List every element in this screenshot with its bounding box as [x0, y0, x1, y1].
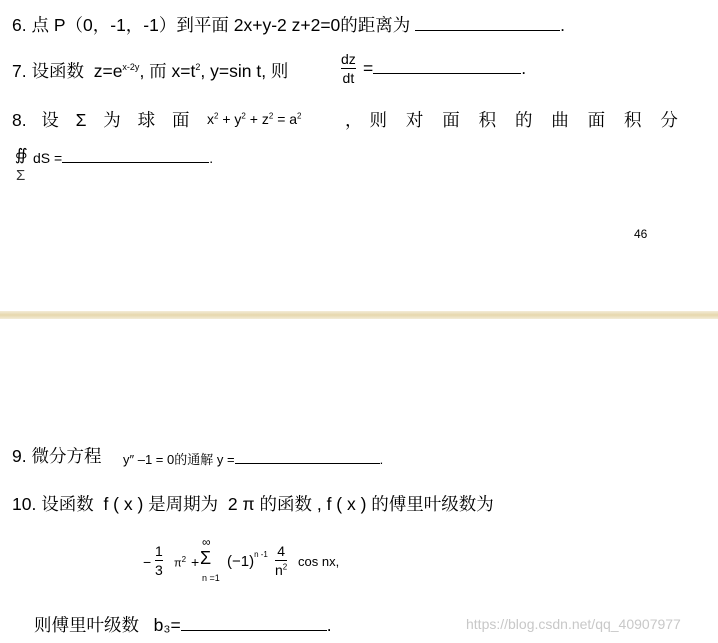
question-10 — [12, 491, 494, 516]
csdn-watermark: https://blog.csdn.net/qq_40907977 — [466, 616, 681, 632]
q8-y: + y — [222, 111, 242, 127]
final-text: 则傅里叶级数 — [34, 615, 139, 635]
q8-x: x — [207, 111, 214, 127]
series-frac2-num: 4 — [277, 543, 286, 559]
q7-answer — [363, 58, 526, 79]
q7-y-eq: , y=sin t — [200, 61, 262, 81]
q8-ds — [33, 150, 213, 166]
q6-text-b: 的距离为 — [340, 15, 411, 35]
sum-top: ∞ — [202, 535, 211, 549]
question-7 — [12, 58, 288, 83]
q8-a-sq: 2 — [297, 111, 302, 121]
series-frac2-den-exp: 2 — [282, 562, 288, 572]
q7-text-b: , 而 — [139, 61, 167, 81]
b3-answer-blank[interactable] — [181, 630, 327, 631]
final-end: . — [326, 615, 332, 635]
q10-fx1: f ( x ) — [103, 494, 144, 514]
series-pi2 — [174, 555, 186, 570]
q10-period: 2 π — [227, 494, 255, 514]
series-minus: − — [143, 554, 152, 570]
q8-end: . — [209, 150, 214, 166]
q6-number: 6. — [12, 15, 27, 35]
q7-frac-num: dz — [341, 51, 356, 67]
q6-end: . — [560, 15, 566, 35]
q7-derivative-fraction — [341, 52, 356, 85]
q10-text-c: 的函数 , — [259, 494, 322, 514]
series-neg1-base: (−1) — [227, 553, 255, 570]
q7-z-exp: x-2y — [122, 62, 140, 73]
q6-text: 点 P（0，-1，-1）到平面 — [31, 15, 229, 35]
q9-text-b: 的通解 — [174, 452, 214, 467]
q8-answer-blank[interactable] — [62, 162, 209, 163]
q9-equation — [123, 449, 383, 468]
series-frac1-num: 1 — [155, 543, 163, 559]
q7-text: 设函数 — [31, 61, 84, 81]
q10-text-b: 是周期为 — [148, 494, 219, 514]
surface-integral-icon — [15, 148, 28, 164]
q8-sigma: Σ — [16, 167, 26, 184]
q8-x-sq: 2 — [214, 111, 219, 121]
question-8 — [12, 107, 195, 132]
sum-symbol: Σ — [200, 548, 212, 568]
q7-frac-den: dt — [342, 70, 355, 86]
page-number: 46 — [634, 227, 648, 241]
q8-a: = a — [277, 111, 298, 127]
q10-text-a: 设函数 — [41, 494, 94, 514]
q7-text-c: , 则 — [261, 61, 289, 81]
series-pi-exp: 2 — [181, 555, 187, 564]
q9-answer-blank[interactable] — [235, 463, 380, 464]
q9-end: . — [379, 452, 384, 467]
series-pi: π — [174, 557, 182, 570]
q7-x-exp: 2 — [195, 62, 201, 73]
q7-z-eq: z=e — [93, 61, 123, 81]
series-frac-4-n2 — [275, 544, 287, 577]
q8-ds-text: dS = — [33, 150, 63, 166]
series-plus: + — [191, 554, 200, 570]
q6-answer-blank[interactable] — [415, 30, 560, 31]
question-9 — [12, 443, 101, 468]
sum-bottom: n =1 — [202, 573, 220, 583]
q8-integral-symbol: ∯ — [15, 147, 28, 164]
q8-z-sq: 2 — [268, 111, 274, 121]
series-frac1-den: 3 — [155, 562, 163, 578]
q9-number: 9. — [12, 446, 27, 466]
question-6 — [12, 12, 565, 37]
q9-y-eq: y = — [216, 452, 235, 467]
q6-plane: 2x+y-2 z+2=0 — [233, 15, 341, 35]
q9-eq: y″ –1 = 0 — [123, 452, 175, 467]
series-neg1 — [227, 550, 268, 570]
q7-x-eq: x=t — [171, 61, 196, 81]
b3-label: b₃= — [153, 615, 181, 635]
q8-text: 设 Σ 为 球 面 — [41, 110, 196, 130]
series-frac2-den: n — [275, 562, 283, 578]
q7-answer-blank[interactable] — [373, 73, 521, 74]
series-cos: cos nx, — [298, 554, 340, 569]
final-question — [34, 612, 332, 637]
q7-number: 7. — [12, 61, 27, 81]
series-frac-1-3 — [155, 544, 163, 577]
q8-number: 8. — [12, 110, 27, 130]
q8-text-b: ，则 对 面 积 的 曲 面 积 分 — [345, 110, 685, 130]
q8-y-sq: 2 — [241, 111, 246, 121]
q8-z: + z — [249, 111, 269, 127]
q9-text: 微分方程 — [31, 446, 102, 466]
series-neg1-exp: n -1 — [254, 550, 268, 559]
q10-text-d: 的傅里叶级数为 — [371, 494, 494, 514]
q10-fx2: f ( x ) — [326, 494, 367, 514]
page-divider — [0, 311, 718, 319]
q7-eq: = — [363, 58, 374, 78]
q10-number: 10. — [12, 494, 37, 514]
q8-sphere-equation — [207, 111, 302, 127]
q7-end: . — [521, 58, 527, 78]
